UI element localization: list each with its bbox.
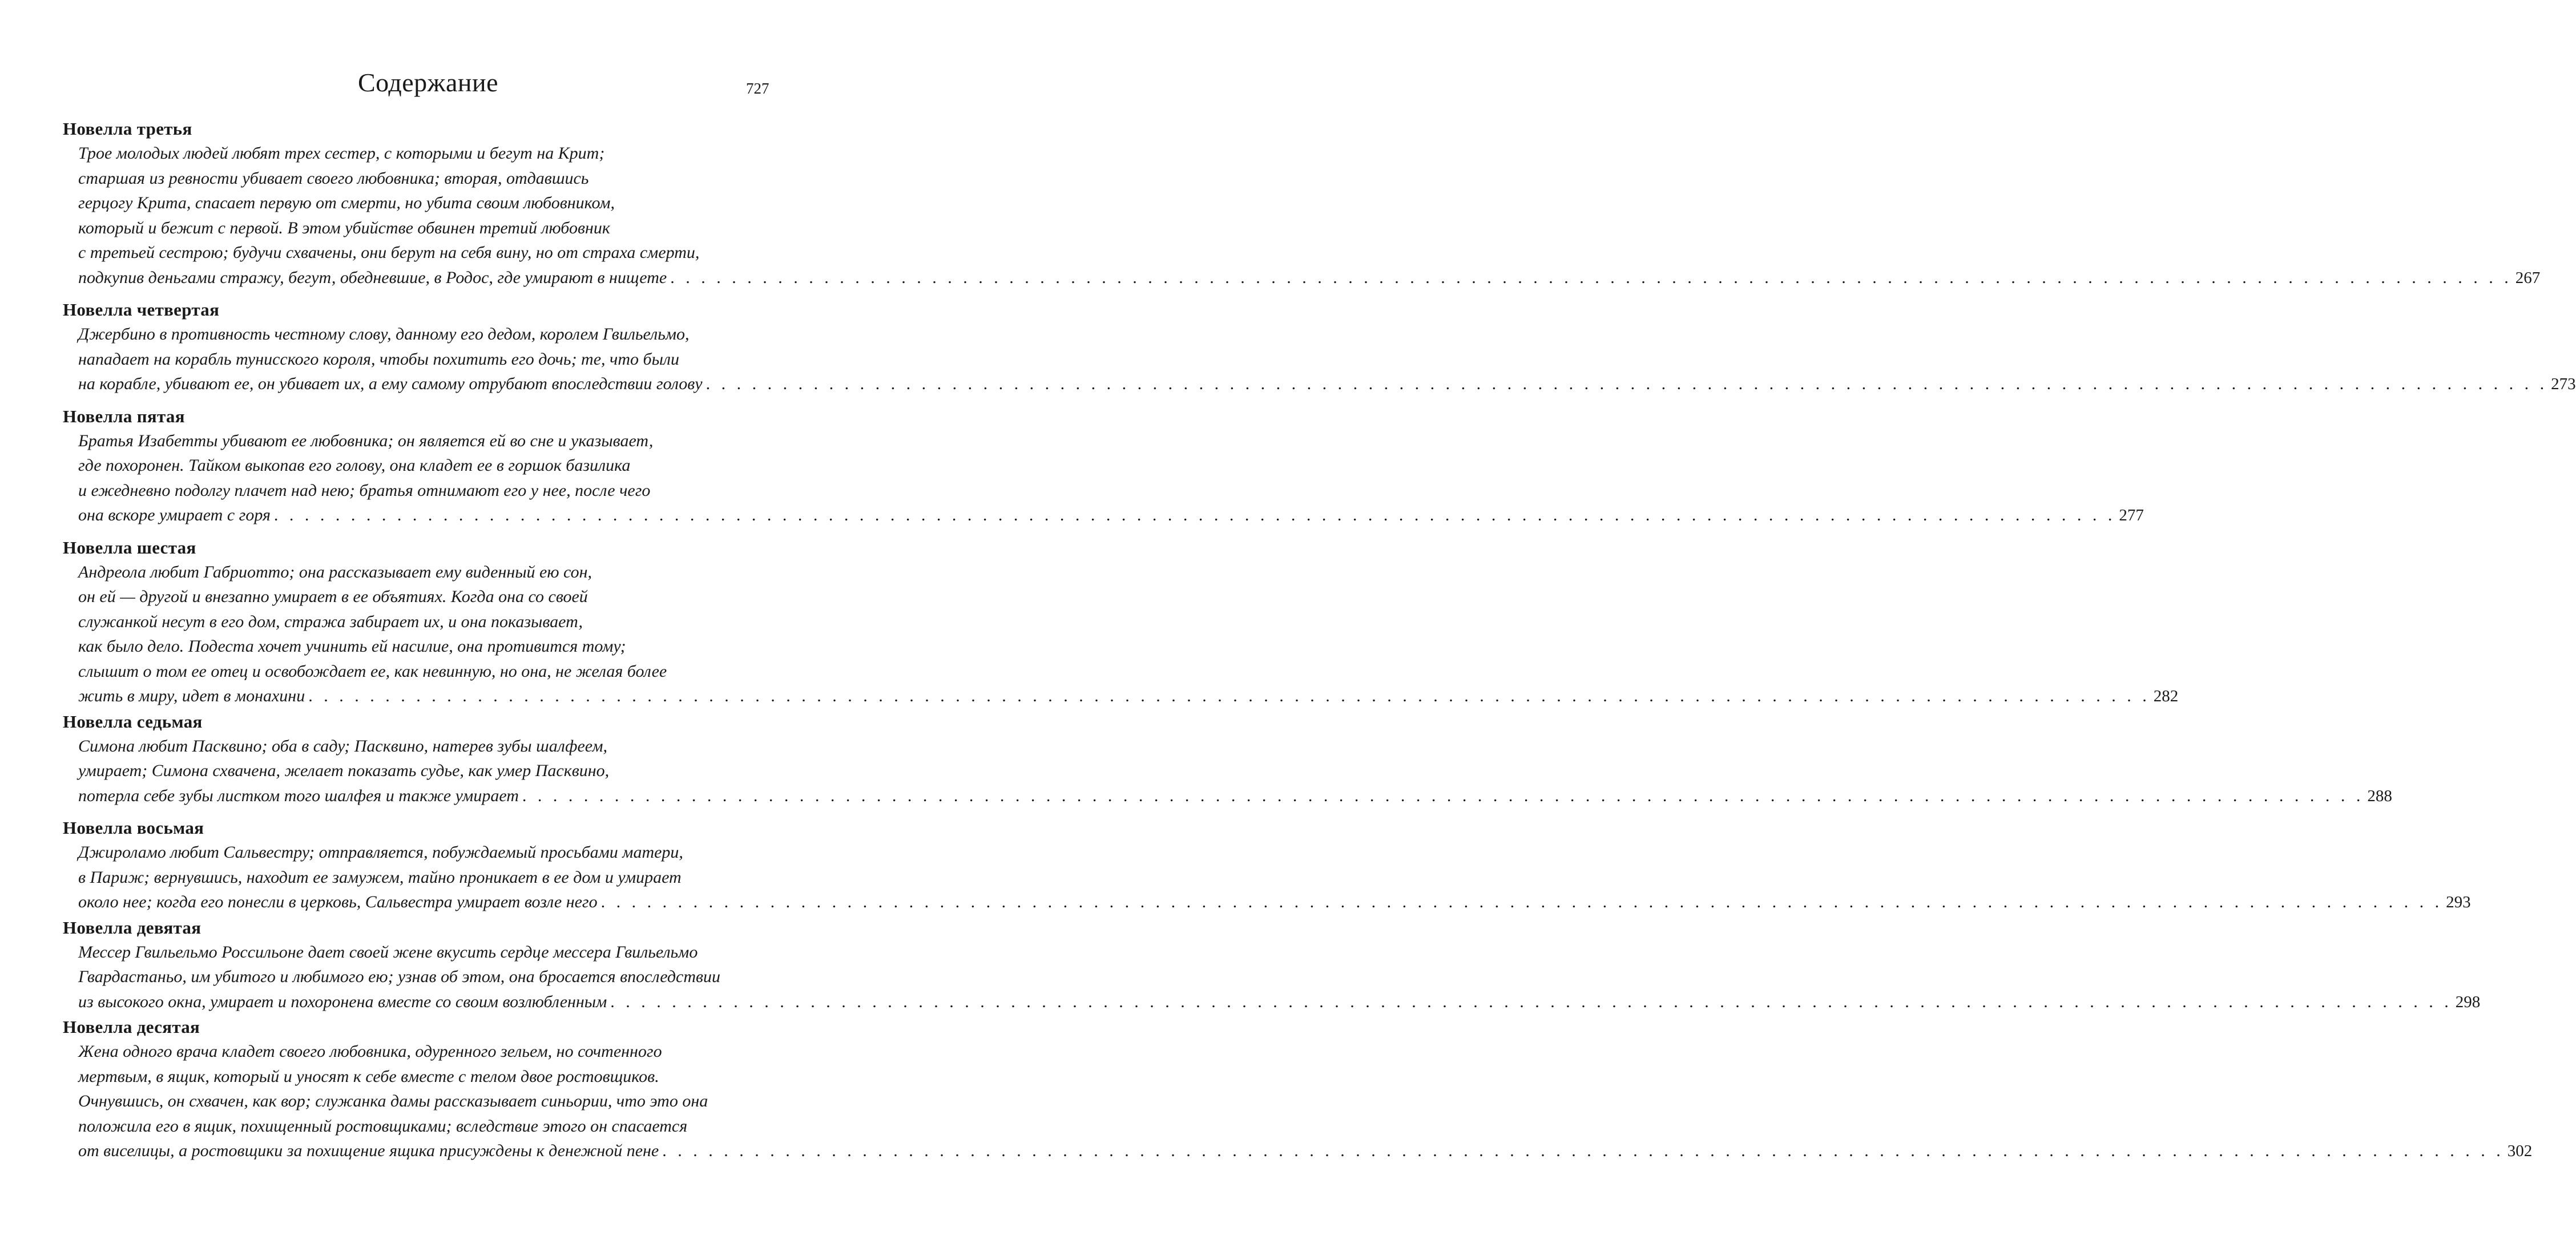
toc-entry [63, 1015, 2533, 1164]
entry-summary [63, 1039, 2533, 1164]
summary-line: который и бежит с первой. В этом убийстве обвинен третий любовник [78, 218, 610, 237]
summary-line: и ежедневно подолгу плачет над нею; братья отнимают его у нее, после чего [78, 480, 651, 500]
summary-line: старшая из ревности убивает своего любовника; вторая, отдавшись [78, 168, 589, 188]
entry-title: Новелла восьмая [63, 818, 204, 838]
entry-summary [63, 840, 2471, 915]
toc-entry [63, 298, 2576, 397]
summary-last-line [78, 684, 2179, 709]
toc-entry [63, 536, 2179, 709]
summary-line: положила его в ящик, похищенный ростовщиками; вследствие этого он спасается [78, 1116, 688, 1136]
entry-title: Новелла девятая [63, 917, 201, 938]
summary-line: где похоронен. Тайком выкопав его голову, она кладет ее в горшок базилика [78, 456, 631, 475]
summary-last-line [78, 503, 2144, 528]
summary-line: потерла себе зубы листком того шалфея и также умирает [78, 786, 519, 805]
dot-leader: . . . . . . . . . . . . . . . . . . . . . . . . . . . . . . . . . . . . . . . . . . . . . . . . . . . . . . . . . . . . . . . . . . . . . . . . . . . . . . . . . . . . . . . . . . . . . . . . . . . . . . . . . . . . . . . . . . . . . . . . [662, 1141, 2504, 1160]
summary-last-line [78, 784, 2392, 809]
entry-page-number: 302 [2507, 1142, 2533, 1160]
entry-page-number: 288 [2367, 786, 2392, 805]
entry-title: Новелла четвертая [63, 300, 220, 320]
toc-entry [63, 816, 2471, 915]
summary-line: Джироламо любит Сальвестру; отправляется, побуждаемый просьбами матери, [78, 843, 683, 862]
table-of-contents [63, 117, 2576, 1164]
page-number: 727 [746, 80, 769, 97]
page-title: Содержание [357, 68, 499, 97]
toc-entry [63, 117, 2541, 290]
summary-line: с третьей сестрою; будучи схвачены, они берут на себя вину, но от страха смерти, [78, 243, 700, 262]
summary-line: умирает; Симона схвачена, желает показать судье, как умер Пасквино, [78, 761, 610, 780]
entry-summary [63, 734, 2392, 809]
dot-leader: . . . . . . . . . . . . . . . . . . . . . . . . . . . . . . . . . . . . . . . . . . . . . . . . . . . . . . . . . . . . . . . . . . . . . . . . . . . . . . . . . . . . . . . . . . . . . . . . . . . . . . . . . . . . . . . . . . . . . . . . [670, 268, 2512, 287]
dot-leader: . . . . . . . . . . . . . . . . . . . . . . . . . . . . . . . . . . . . . . . . . . . . . . . . . . . . . . . . . . . . . . . . . . . . . . . . . . . . . . . . . . . . . . . . . . . . . . . . . . . . . . . . . . . . . . . . . . . . . . . . [610, 992, 2452, 1011]
summary-line: Жена одного врача кладет своего любовника, одуренного зельем, но сочтенного [78, 1042, 662, 1061]
entry-page-number: 267 [2515, 268, 2541, 287]
summary-line: Симона любит Пасквино; оба в саду; Пасквино, натерев зубы шалфеем, [78, 736, 607, 756]
summary-line: Очнувшись, он схвачен, как вор; служанка дамы рассказывает синьории, что это она [78, 1092, 708, 1110]
summary-line: Трое молодых людей любят трех сестер, с которыми и бегут на Крит; [78, 144, 605, 163]
entry-summary [63, 940, 2481, 1015]
entry-title: Новелла седьмая [63, 711, 203, 732]
toc-entry [63, 916, 2481, 1015]
summary-line: как было дело. Подеста хочет учинить ей насилие, она противится тому; [78, 637, 626, 656]
entry-title: Новелла шестая [63, 537, 196, 558]
summary-line: подкупив деньгами стражу, бегут, обедневшие, в Родос, где умирают в нищете [78, 268, 667, 287]
summary-line: Гвардастаньо, им убитого и любимого ею; узнав об этом, она бросается впоследствии [78, 967, 721, 986]
entry-page-number: 298 [2455, 992, 2481, 1011]
toc-entry [63, 405, 2144, 528]
summary-last-line [78, 265, 2541, 290]
summary-line: служанкой несут в его дом, стража забирает их, и она показывает, [78, 612, 583, 631]
summary-line: из высокого окна, умирает и похоронена вместе со своим возлюбленным [78, 992, 607, 1011]
summary-last-line [78, 1138, 2533, 1164]
entry-page-number: 277 [2119, 506, 2144, 524]
summary-line: жить в миру, идет в монахини [78, 686, 305, 705]
dot-leader: . . . . . . . . . . . . . . . . . . . . . . . . . . . . . . . . . . . . . . . . . . . . . . . . . . . . . . . . . . . . . . . . . . . . . . . . . . . . . . . . . . . . . . . . . . . . . . . . . . . . . . . . . . . . . . . . . . . . . . . . [600, 892, 2443, 911]
dot-leader: . . . . . . . . . . . . . . . . . . . . . . . . . . . . . . . . . . . . . . . . . . . . . . . . . . . . . . . . . . . . . . . . . . . . . . . . . . . . . . . . . . . . . . . . . . . . . . . . . . . . . . . . . . . . . . . . . . . . . . . . [308, 686, 2150, 705]
summary-line: Андреола любит Габриотто; она рассказывает ему виденный ею сон, [78, 562, 592, 581]
entry-title: Новелла десятая [63, 1017, 200, 1037]
entry-page-number: 282 [2153, 687, 2179, 705]
summary-line: он ей — другой и внезапно умирает в ее объятиях. Когда она со своей [78, 587, 588, 606]
dot-leader: . . . . . . . . . . . . . . . . . . . . . . . . . . . . . . . . . . . . . . . . . . . . . . . . . . . . . . . . . . . . . . . . . . . . . . . . . . . . . . . . . . . . . . . . . . . . . . . . . . . . . . . . . . . . . . . . . . . . . . . . [273, 506, 2116, 524]
dot-leader: . . . . . . . . . . . . . . . . . . . . . . . . . . . . . . . . . . . . . . . . . . . . . . . . . . . . . . . . . . . . . . . . . . . . . . . . . . . . . . . . . . . . . . . . . . . . . . . . . . . . . . . . . . . . . . . . . . . . . . . . [522, 786, 2364, 805]
summary-line: в Париж; вернувшись, находит ее замужем, тайно проникает в ее дом и умирает [78, 867, 682, 887]
summary-last-line [78, 890, 2471, 915]
dot-leader: . . . . . . . . . . . . . . . . . . . . . . . . . . . . . . . . . . . . . . . . . . . . . . . . . . . . . . . . . . . . . . . . . . . . . . . . . . . . . . . . . . . . . . . . . . . . . . . . . . . . . . . . . . . . . . . . . . . . . . . . [706, 374, 2548, 393]
entry-page-number: 273 [2551, 375, 2576, 393]
entry-summary [63, 141, 2541, 290]
entry-summary [63, 560, 2179, 709]
summary-line: она вскоре умирает с горя [78, 506, 271, 524]
summary-line: слышит о том ее отец и освобождает ее, как невинную, но она, не желая более [78, 661, 667, 681]
summary-line: Братья Изабетты убивают ее любовника; он является ей во сне и указывает, [78, 431, 654, 450]
toc-entry [63, 710, 2392, 809]
entry-title: Новелла пятая [63, 406, 185, 426]
summary-line: на корабле, убивают ее, он убивает их, а ему самому отрубают впоследствии голову [78, 374, 703, 393]
summary-line: герцогу Крита, спасает первую от смерти, но убита своим любовником, [78, 193, 615, 212]
summary-line: мертвым, в ящик, который и уносят к себе вместе с телом двое ростовщиков. [78, 1067, 659, 1086]
entry-page-number: 293 [2446, 893, 2471, 911]
summary-last-line [78, 990, 2481, 1015]
summary-line: Джербино в противность честному слову, данному его дедом, королем Гвильельмо, [78, 325, 690, 344]
summary-line: нападает на корабль тунисского короля, чтобы похитить его дочь; те, что были [78, 349, 680, 369]
summary-line: около нее; когда его понесли в церковь, Сальвестра умирает возле него [78, 892, 598, 911]
entry-title: Новелла третья [63, 119, 192, 139]
entry-summary [63, 429, 2144, 528]
summary-last-line [78, 371, 2576, 397]
entry-summary [63, 322, 2576, 397]
summary-line: Мессер Гвильельмо Россильоне дает своей жене вкусить сердце мессера Гвильельмо [78, 942, 698, 962]
summary-line: от виселицы, а ростовщики за похищение ящика присуждены к денежной пене [78, 1141, 659, 1160]
